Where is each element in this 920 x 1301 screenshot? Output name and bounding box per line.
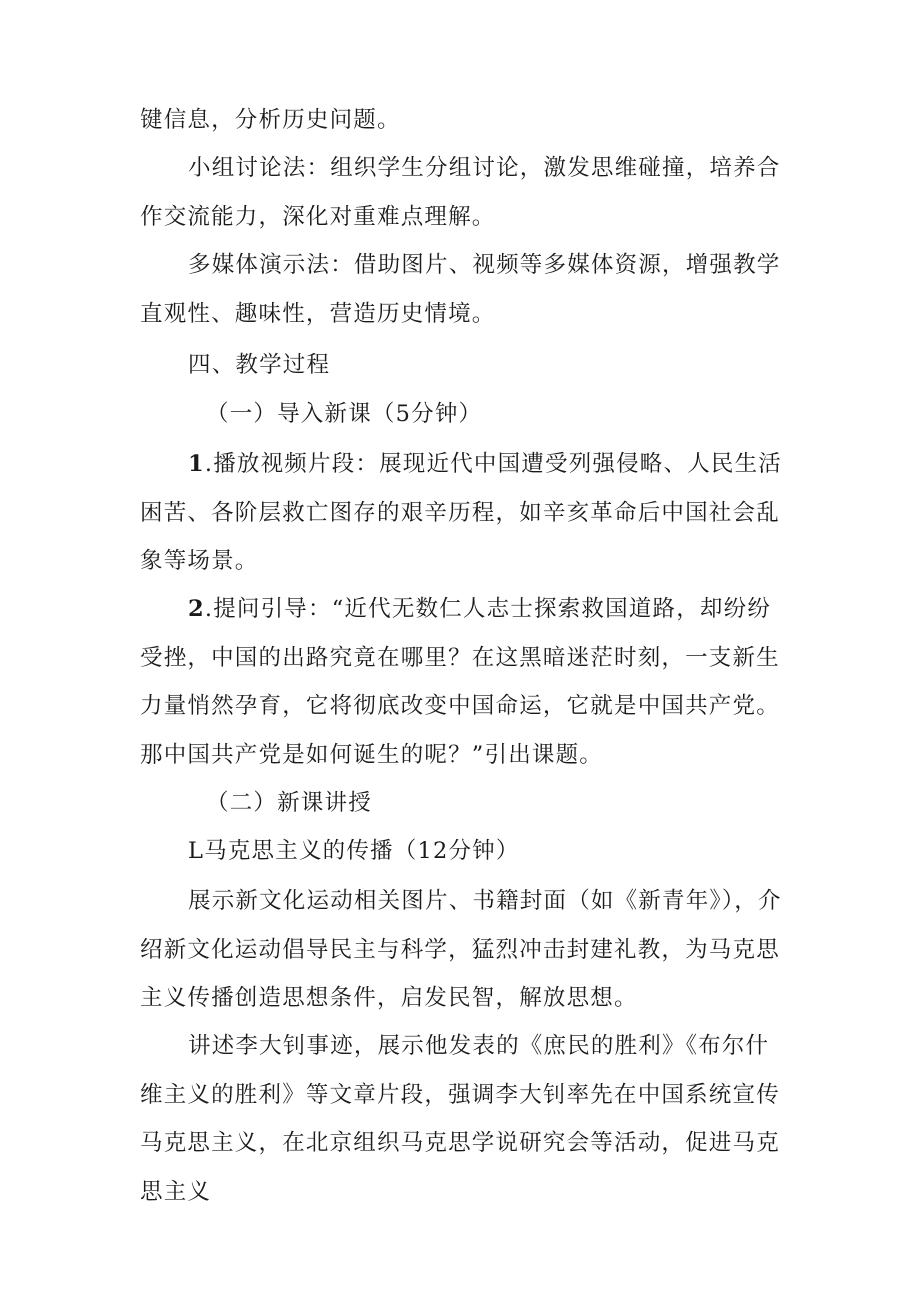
list-item-text: .提问引导：“近代无数仁人志士探索救国道路，却纷纷受挫，中国的出路究竟在哪里？在这黑暗迷茫时刻，一支新生力量悄然孕育，它将彻底改变中国命运，它就是中国共产党。那中国共产党是如何诞生的呢？”引出课题。 <box>140 596 780 768</box>
list-item-2 <box>140 585 788 779</box>
paragraph-group-discussion: 小组讨论法：组织学生分组讨论，激发思维碰撞，培养合作交流能力，深化对重难点理解。 <box>140 155 781 230</box>
list-item-number: 2 <box>188 596 205 622</box>
section-heading-teaching-process: 四、教学过程 <box>188 352 331 378</box>
subsection-heading-new-lesson: （二）新课讲授 <box>206 790 372 816</box>
paragraph-multimedia: 多媒体演示法：借助图片、视频等多媒体资源，增强教学直观性、趣味性，营造历史情境。 <box>140 252 781 327</box>
paragraph-new-culture-movement: 展示新文化运动相关图片、书籍封面（如《新青年》），介绍新文化运动倡导民主与科学，猛烈冲击封建礼教，为马克思主义传播创造思想条件，启发民智，解放思想。 <box>140 888 782 1011</box>
list-item-number: 1 <box>188 451 205 477</box>
subsection-heading-introduction: （一）导入新课（5分钟） <box>206 401 483 427</box>
list-item-1 <box>140 440 788 586</box>
list-item-text: .播放视频片段：展现近代中国遭受列强侵略、人民生活困苦、各阶层救亡图存的艰辛历程，如辛亥革命后中国社会乱象等场景。 <box>140 451 783 574</box>
subheading-marxism-spread: L马克思主义的传播（12分钟） <box>188 838 520 864</box>
paragraph-li-dazhao: 讲述李大钊事迹，展示他发表的《庶民的胜利》《布尔什维主义的胜利》等文章片段，强调李大钊率先在中国系统宣传马克思主义，在北京组织马克思学说研究会等活动，促进马克思主义 <box>140 1033 780 1205</box>
paragraph-continuation: 键信息，分析历史问题。 <box>140 107 401 133</box>
